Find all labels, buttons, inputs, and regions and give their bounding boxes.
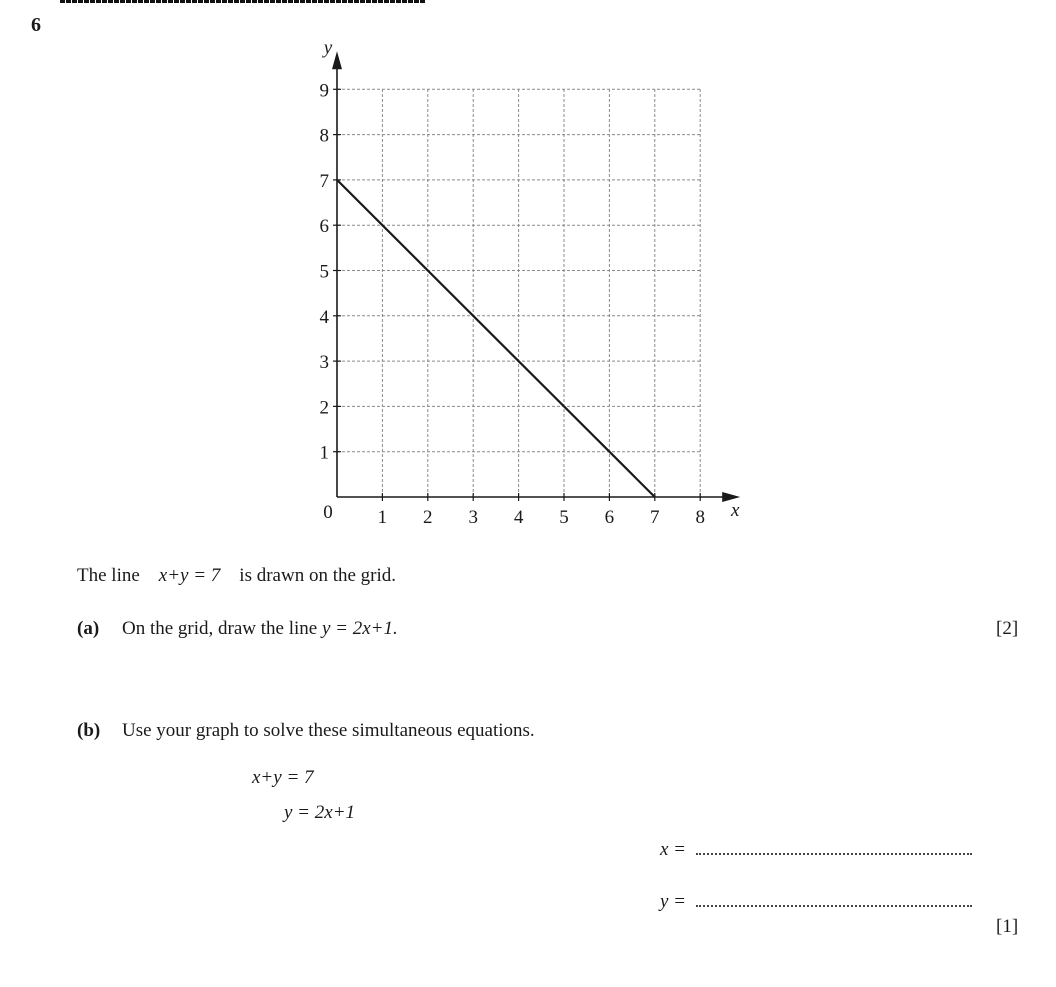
answer-y-label: y = [660,891,687,912]
x-tick-label: 4 [513,507,524,528]
answer-y-field[interactable] [696,890,972,907]
answer-x-row [660,838,972,861]
x-tick-label: 7 [650,507,660,528]
y-tick-label: 8 [319,125,329,147]
intro-post: is drawn on the grid. [239,565,397,586]
origin-label: 0 [323,502,333,523]
y-tick-label: 4 [319,306,329,328]
intro-equation: x+y = 7 [158,565,221,586]
x-tick-label: 1 [377,507,388,528]
y-axis-label: y [323,37,333,59]
part-a-instruction: On the grid, draw the line [122,618,318,639]
x-tick-label: 8 [695,507,705,528]
part-b-marks: [1] [996,916,1019,937]
y-tick-label: 6 [319,216,329,238]
answer-y-row [660,890,972,913]
part-b-equation-2: y = 2x+1 [284,802,356,823]
y-axis-arrow [332,51,342,69]
x-tick-label: 5 [559,507,569,528]
part-b-equation-1: x+y = 7 [252,767,314,788]
intro-pre: The line [77,565,140,586]
part-a-equation: y = 2x+1. [321,618,398,639]
series-line-x-plus-y-7 [337,180,655,497]
answer-x-field[interactable] [696,838,972,855]
part-a-marks: [2] [996,618,1019,639]
x-tick-label: 3 [468,507,478,528]
part-b-instruction: Use your graph to solve these simultaneous equations. [122,720,535,741]
x-tick-label: 2 [423,507,433,528]
y-tick-label: 7 [319,170,329,192]
x-axis-label: x [730,500,740,521]
answer-x-label: x = [660,839,687,860]
y-tick-label: 9 [319,80,329,102]
question-number: 6 [31,14,41,36]
intro-line [77,565,396,587]
part-a-label: (a) [77,618,100,639]
y-tick-label: 2 [319,397,329,419]
part-a-text [122,618,398,640]
y-tick-label: 5 [319,261,329,283]
part-b-label: (b) [77,720,101,741]
y-tick-label: 1 [319,442,329,464]
x-tick-label: 6 [604,507,615,528]
y-tick-label: 3 [319,352,329,374]
